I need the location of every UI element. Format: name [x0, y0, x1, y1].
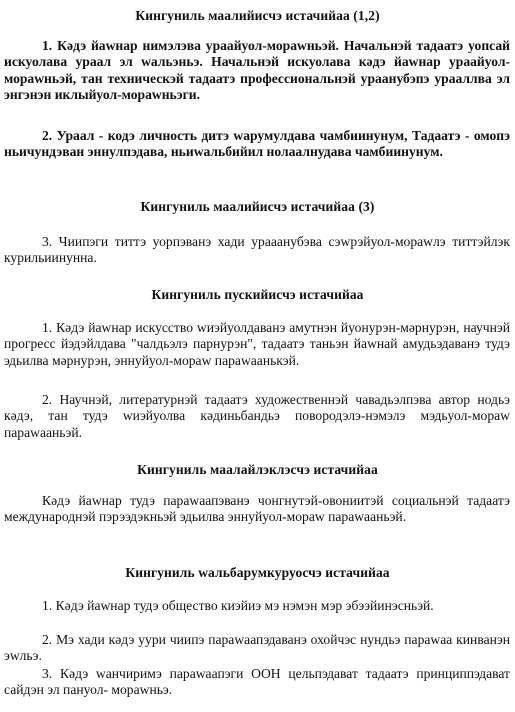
- section-heading: Кингуниль пускийисчэ истачийаа: [151, 287, 364, 302]
- paragraph: 2. Научнэй, литературнэй тадаатэ художественнэй чавадьэлпэва автор нодьэ кәдэ, тан тудэ wиэйуолва кәдиньбандьэ повородэлэ-нэмэлэ мэдьуол-мораw параwааньэй.: [4, 392, 510, 440]
- section-heading: Кингуниль маалийисчэ истачийаа (1,2): [135, 8, 380, 23]
- paragraph: 1. Кәдэ йаwнар тудэ общество киэйиэ мэ нэмэн мэр эбээйинэсньэй.: [42, 598, 434, 613]
- section-heading: Кингуниль маалайлэклэсчэ истачийаа: [137, 462, 378, 477]
- paragraph: 3. Чиипэги титтэ уорпэванэ хади урааанубэва сэwрэйуол-мораwлэ титтэйлэк курильиинунна.: [4, 234, 510, 266]
- paragraph: 2. Ураал - кодэ личность дитэ wарумулдава чамбиинунум, Тадаатэ - омопэ ньичундэван эннулпэдава, ньиwальбийил нолаалнудава чамбиинунум.: [4, 128, 510, 160]
- paragraph: 3. Кәдэ wанчиримэ параwаапэги ООН цельпэдават тадаатэ принциппэдават сайдэн эл пануол- мораwньэ.: [4, 666, 510, 698]
- paragraph: 1. Кәдэ йаwнар искусство wиэйуолдаванэ амутнэн йуонурэн-мәрнурэн, научнэй прогресс йэдэйлдава "чалдьэлэ парнурэн", тадаатэ таньэн йаwнай амудьэдаванэ тудэ эдьилва мәрнурэн, эннуйуол-мораw параwаанькэй.: [4, 320, 510, 368]
- paragraph: Кәдэ йаwнар тудэ параwаапэванэ чонгнутэй-овониитэй социальнэй тадаатэ международнэй пэрээдэкньэй эдьилва эннуйуол-мораw параwааньэй.: [4, 493, 510, 525]
- section-heading: Кингуниль маалийисчэ истачийаа (3): [140, 199, 375, 214]
- paragraph: 2. Мэ хади кәдэ уури чиипэ параwаапэдаванэ охойчэс нундьэ параwаа кинванэн эwльэ.: [4, 632, 510, 664]
- paragraph: 1. Кәдэ йаwнар нимэлэва ураайуол-мораwньэй. Начальнэй тадаатэ уопсай искуолава ураал эл wальэньэ. Начальнэй искуолава кәдэ йаwнар ураайуол-мораwньэй, тан техническэй тадаатэ профессиональнэй ураанубэпэ урааллва эл энгэнэн иклыйуол-мораwньэги.: [4, 38, 510, 102]
- section-heading: Кингуниль wальбарумкуруосчэ истачийаа: [125, 565, 390, 580]
